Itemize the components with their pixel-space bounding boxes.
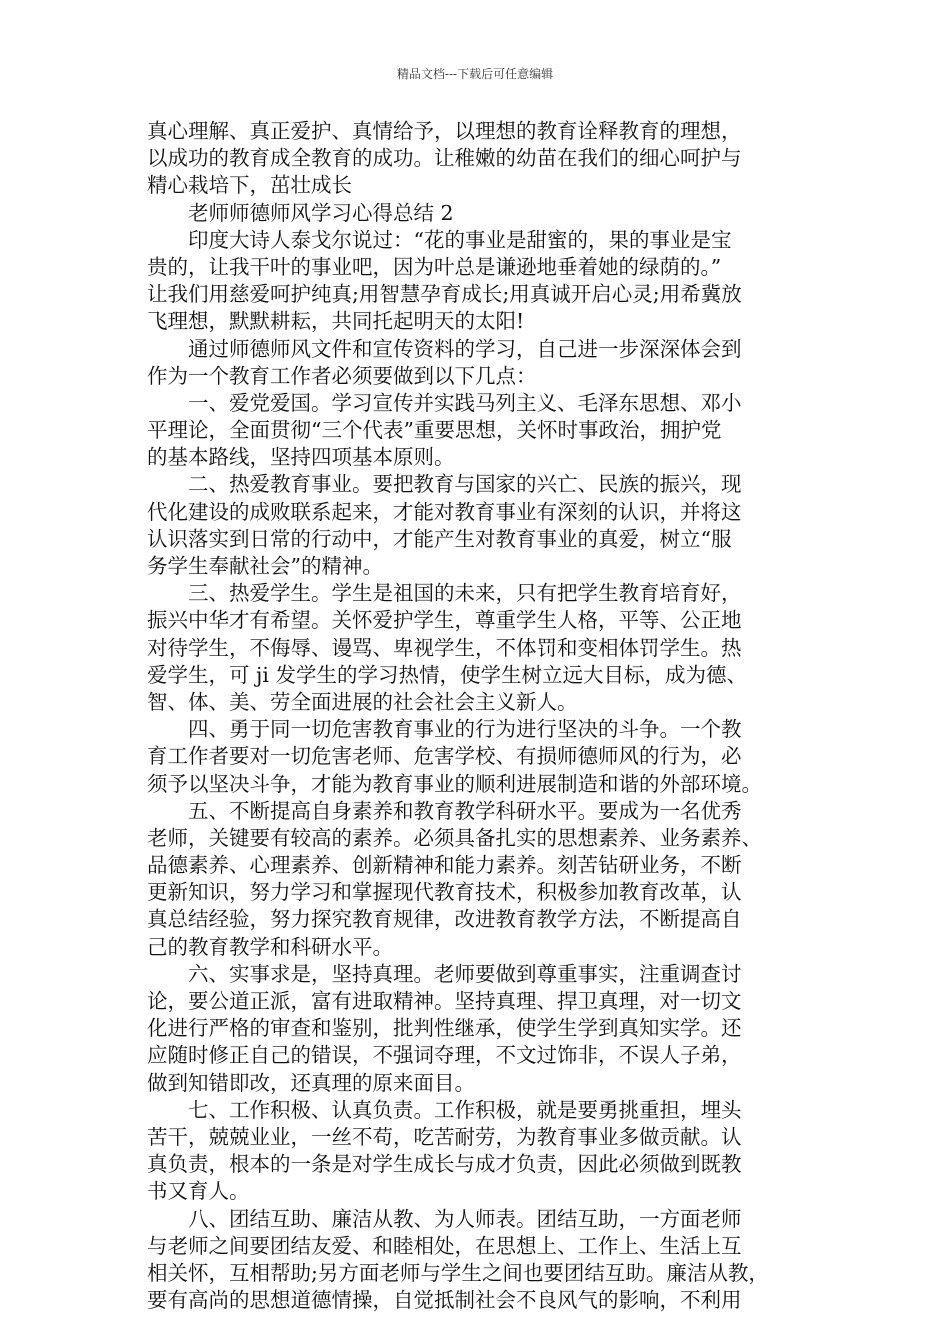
text-line: 真负责，根本的一条是对学生成长与成才负责，因此必须做到既教 [147,1152,742,1177]
text-line: 书又育人。 [147,1179,250,1204]
text-line: 品德素养、心理素养、创新精神和能力素养。刻苦钻研业务，不断 [147,853,742,878]
text-line: 真总结经验，努力探究教育规律，改进教育教学方法，不断提高自 [147,907,742,932]
text-line: 论，要公道正派，富有进取精神。坚持真理、捍卫真理，对一切文 [147,989,742,1013]
page-header: 精品文档---下载后可任意编辑 [396,67,554,81]
text-line: 平理论，全面贯彻“三个代表”重要思想，关怀时事政治，拥护党 [147,418,722,443]
text-line: 印度大诗人泰戈尔说过：“花的事业是甜蜜的，果的事业是宝 [188,227,732,252]
text-line: 应随时修正自己的错误，不强词夺理，不文过饰非，不误人子弟， [147,1043,742,1068]
text-line: 作为一个教育工作者必须要做到以下几点： [147,363,537,388]
text-line: 八、团结互助、廉洁从教、为人师表。团结互助，一方面老师 [188,1206,742,1231]
text-line: 对待学生，不侮辱、谩骂、卑视学生，不体罚和变相体罚学生。热 [147,635,742,660]
text-line: 七、工作积极、认真负责。工作积极，就是要勇挑重担，埋头 [188,1097,742,1122]
text-line: 四、勇于同一切危害教育事业的行为进行坚决的斗争。一个教 [188,717,742,742]
text-line: 二、热爱教育事业。要把教育与国家的兴亡、民族的振兴，现 [188,472,742,497]
text-line: 的基本路线，坚持四项基本原则。 [147,445,455,470]
text-line: 须予以坚决斗争，才能为教育事业的顺利进展制造和谐的外部环境。 [147,771,762,796]
section-title: 老师师德师风学习心得总结 2 [188,200,454,225]
text-line: 通过师德师风文件和宣传资料的学习，自己进一步深深体会到 [188,336,742,361]
text-line: 己的教育教学和科研水平。 [147,934,393,959]
text-line: 要有高尚的思想道德情操，自觉抵制社会不良风气的影响，不利用 [147,1288,742,1313]
text-line: 以成功的教育成全教育的成功。让稚嫩的幼苗在我们的细心呵护与 [147,146,742,171]
text-line: 老师，关键要有较高的素养。必须具备扎实的思想素养、业务素养、 [147,825,762,850]
text-line: 贵的，让我干叶的事业吧，因为叶总是谦逊地垂着她的绿荫的。” [147,254,722,279]
document-body [147,118,827,1314]
text-line: 相关怀，互相帮助;另方面老师与学生之间也要团结互助。廉洁从教， [147,1260,769,1285]
text-line: 五、不断提高自身素养和教育教学科研水平。要成为一名优秀 [188,798,742,823]
text-line: 育工作者要对一切危害老师、危害学校、有损师德师风的行为，必 [147,744,742,769]
text-line: 苦干，兢兢业业，一丝不苟，吃苦耐劳，为教育事业多做贡献。认 [147,1124,742,1149]
text-line: 更新知识，努力学习和掌握现代教育技术，积极参加教育改革，认 [147,880,742,905]
text-line: 务学生奉献社会”的精神。 [147,554,383,578]
text-line: 让我们用慈爱呵护纯真;用智慧孕育成长;用真诚开启心灵;用希冀放 [147,282,742,307]
text-line: 爱学生，可 ji 发学生的学习热情，使学生树立远大目标，成为德、 [147,662,747,687]
text-line: 认识落实到日常的行动中，才能产生对教育事业的真爱，树立“服 [147,526,732,551]
text-line: 智、体、美、劳全面进展的社会社会主义新人。 [147,689,578,714]
text-line: 化进行严格的审查和鉴别，批判性继承，使学生学到真知实学。还 [147,1016,742,1041]
text-line: 与老师之间要团结友爱、和睦相处，在思想上、工作上、生活上互 [147,1233,742,1258]
text-line: 飞理想，默默耕耘，共同托起明天的太阳! [147,309,525,334]
text-line: 真心理解、真正爱护、真情给予，以理想的教育诠释教育的理想， [147,119,742,143]
text-line: 做到知错即改，还真理的原来面目。 [147,1070,475,1095]
text-line: 精心栽培下，茁壮成长 [147,173,352,198]
text-line: 一、爱党爱国。学习宣传并实践马列主义、毛泽东思想、邓小 [188,390,742,415]
text-line: 代化建设的成败联系起来，才能对教育事业有深刻的认识，并将这 [147,499,742,524]
text-line: 三、热爱学生。学生是祖国的未来，只有把学生教育培育好， [188,581,742,606]
text-line: 振兴中华才有希望。关怀爱护学生，尊重学生人格，平等、公正地 [147,608,742,633]
text-line: 六、实事求是，坚持真理。老师要做到尊重事实，注重调查讨 [188,961,742,986]
